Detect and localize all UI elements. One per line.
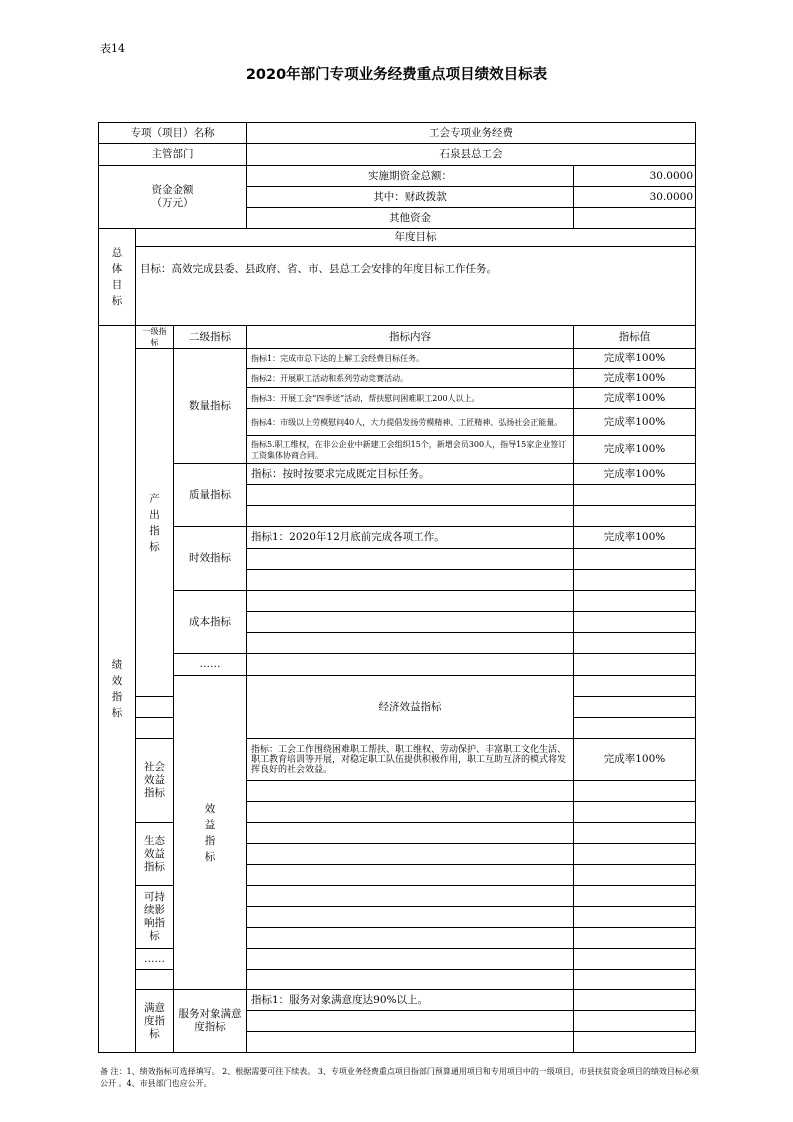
benefit-ellipsis: …… [136, 949, 174, 970]
social-item-content: 指标：工会工作围绕困难职工帮扶、职工维权、劳动保护、丰富职工文化生活、职工教育培训等开展，对稳定职工队伍提供积极作用，职工互助互济的模式将发挥良好的社会效益。 [247, 739, 574, 781]
fund-unit: （万元） [151, 197, 194, 209]
output-label [136, 349, 174, 697]
benefit-label [174, 676, 247, 990]
empty-cell [247, 1032, 574, 1053]
table-number: 表14 [100, 42, 125, 55]
empty-cell [247, 485, 574, 506]
social-label: 社会效益指标 [136, 739, 174, 823]
empty-cell [574, 949, 696, 970]
empty-cell [574, 591, 696, 612]
service-item-value [574, 990, 696, 1011]
empty-cell [247, 654, 574, 676]
empty-cell [247, 823, 574, 844]
quantity-item-content: 指标4：市级以上劳模慰问40人，大力提倡发扬劳模精神、工匠精神、弘扬社会正能量。 [247, 409, 574, 436]
dept-label: 主管部门 [99, 144, 247, 166]
empty-cell [574, 844, 696, 865]
ecology-label: 生态效益指标 [136, 823, 174, 886]
satisfaction-label: 满意度指标 [136, 990, 174, 1053]
overall-side-label [99, 229, 136, 326]
footnote: 备 注：1、绩效指标可选择填写。 2、根据需要可往下续表。 3、专项业务经费重点项目指部门预算通用项目和专用项目中的一级项目，市县扶贫资金项目的绩效目标必须公开 。4、市县部门也应公开。 [100, 1067, 699, 1088]
quantity-item-value: 完成率100% [574, 369, 696, 388]
output-label-char: 指 [149, 524, 160, 537]
quantity-item-value: 完成率100% [574, 388, 696, 409]
cost-label: 成本指标 [174, 591, 247, 654]
output-label-char: 出 [149, 508, 160, 521]
empty-cell [574, 485, 696, 506]
empty-cell [136, 697, 174, 718]
empty-cell [247, 506, 574, 527]
perf-side-char: 指 [111, 691, 123, 703]
quantity-item-content: 指标2：开展职工活动和系列劳动竞赛活动。 [247, 369, 574, 388]
empty-cell [574, 654, 696, 676]
social-item-value: 完成率100% [574, 739, 696, 781]
empty-cell [574, 612, 696, 633]
empty-cell [247, 907, 574, 928]
col-content: 指标内容 [247, 326, 574, 349]
empty-cell [574, 781, 696, 802]
empty-cell [247, 970, 574, 990]
fiscal-value: 30.0000 [574, 187, 696, 208]
col-level1: 一级指标 [136, 326, 174, 349]
empty-cell [247, 886, 574, 907]
fiscal-label: 其中：财政拨款 [247, 187, 574, 208]
time-item-content: 指标1：2020年12月底前完成各项工作。 [247, 527, 574, 549]
empty-cell [574, 802, 696, 823]
perf-side-char: 标 [111, 707, 123, 719]
benefit-label-char: 效 [204, 802, 216, 815]
empty-cell [136, 718, 174, 739]
quantity-item-value: 完成率100% [574, 409, 696, 436]
service-item-content: 指标1：服务对象满意度达90%以上。 [247, 990, 574, 1011]
fund-label [99, 166, 247, 229]
benefit-label-char: 标 [204, 850, 216, 863]
col-value: 指标值 [574, 326, 696, 349]
benefit-label-char: 指 [204, 834, 216, 847]
overall-side-char: 总 [111, 247, 123, 259]
empty-cell [574, 633, 696, 654]
other-value [574, 208, 696, 229]
empty-cell [247, 612, 574, 633]
empty-cell [247, 1011, 574, 1032]
project-value: 工会专项业务经费 [247, 123, 696, 144]
quality-label: 质量指标 [174, 464, 247, 527]
page-title: 2020年部门专项业务经费重点项目绩效目标表 [245, 67, 548, 83]
benefit-label-char: 益 [204, 818, 216, 831]
total-value: 30.0000 [574, 166, 696, 187]
empty-cell [574, 928, 696, 949]
perf-side-char: 效 [111, 675, 123, 687]
empty-cell [574, 886, 696, 907]
empty-cell [574, 865, 696, 886]
quality-item-value: 完成率100% [574, 464, 696, 485]
performance-table [98, 122, 696, 1053]
quantity-item-value: 完成率100% [574, 349, 696, 369]
empty-cell [136, 970, 174, 990]
empty-cell [574, 823, 696, 844]
time-item-value: 完成率100% [574, 527, 696, 549]
empty-cell [574, 907, 696, 928]
dept-value: 石泉县总工会 [247, 144, 696, 166]
time-label: 时效指标 [174, 527, 247, 591]
output-label-char: 产 [149, 492, 160, 505]
empty-cell [247, 865, 574, 886]
service-label: 服务对象满意度指标 [174, 990, 247, 1053]
empty-cell [574, 718, 696, 739]
empty-cell [247, 844, 574, 865]
empty-cell [247, 591, 574, 612]
quality-item-content: 指标：按时按要求完成既定目标任务。 [247, 464, 574, 485]
quantity-item-content: 指标1：完成市总下达的上解工会经费目标任务。 [247, 349, 574, 369]
perf-side-char: 绩 [111, 659, 123, 671]
economic-label: 经济效益指标 [247, 676, 574, 739]
quantity-item-value: 完成率100% [574, 436, 696, 464]
annual-goal-heading: 年度目标 [136, 229, 696, 247]
empty-cell [247, 928, 574, 949]
output-ellipsis: …… [174, 654, 247, 676]
empty-cell [574, 549, 696, 570]
empty-cell [247, 802, 574, 823]
col-level2: 二级指标 [174, 326, 247, 349]
overall-side-char: 体 [111, 263, 123, 275]
empty-cell [574, 970, 696, 990]
empty-cell [574, 697, 696, 718]
other-label: 其他资金 [247, 208, 574, 229]
overall-side-char: 目 [111, 279, 123, 291]
perf-side-label [99, 326, 136, 1053]
annual-goal-text: 目标：高效完成县委、县政府、省、市、县总工会安排的年度目标工作任务。 [136, 247, 696, 326]
quantity-item-content: 指标5.职工维权，在非公企业中新建工会组织15个，新增会员300人，指导15家企业签订工资集体协商合同。 [247, 436, 574, 464]
empty-cell [247, 633, 574, 654]
quantity-item-content: 指标3：开展工会“四季送”活动，帮扶慰问困难职工200人以上。 [247, 388, 574, 409]
sustain-label: 可持续影响指标 [136, 886, 174, 949]
empty-cell [247, 949, 574, 970]
empty-cell [574, 570, 696, 591]
output-label-char: 标 [149, 540, 160, 553]
overall-side-char: 标 [111, 295, 123, 307]
fund-label-text: 资金金额 [151, 184, 194, 196]
empty-cell [247, 570, 574, 591]
quantity-label: 数量指标 [174, 349, 247, 464]
project-label: 专项（项目）名称 [99, 123, 247, 144]
empty-cell [574, 506, 696, 527]
empty-cell [247, 781, 574, 802]
empty-cell [574, 1032, 696, 1053]
total-label: 实施期资金总额： [247, 166, 574, 187]
empty-cell [574, 1011, 696, 1032]
empty-cell [247, 549, 574, 570]
empty-cell [574, 676, 696, 697]
